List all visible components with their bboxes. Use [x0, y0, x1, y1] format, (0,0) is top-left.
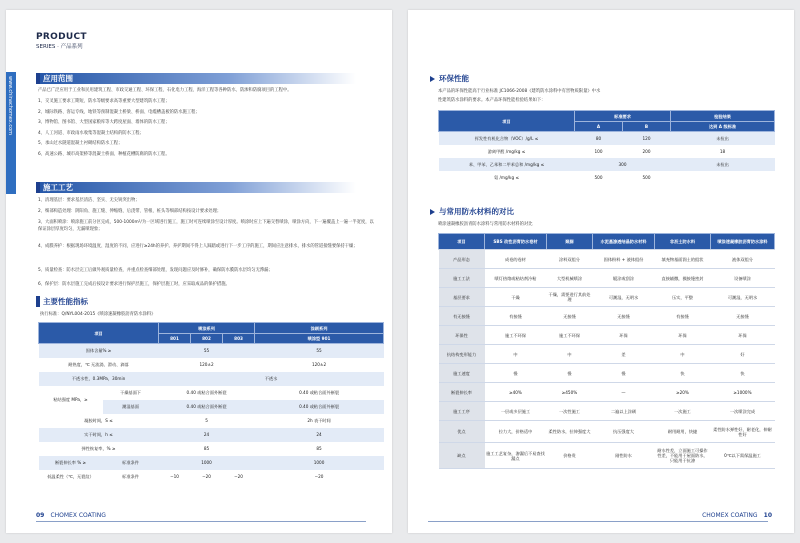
cell: 慢 — [593, 364, 655, 383]
cell: 可潮湿，无明水 — [711, 288, 775, 307]
performance-table — [38, 322, 384, 484]
cell: 断裂伸长率 % ≥ — [39, 456, 103, 470]
cell: 500 — [575, 171, 623, 184]
table-row — [439, 421, 775, 443]
cell: 刚性防水 — [593, 443, 655, 469]
triangle-icon — [430, 76, 435, 82]
header-803: 803 — [223, 334, 255, 344]
list-item: 2、细部构造处理：阴阳角、施工缝、伸缩缝、后浇带、管根、桩头等细部结构按设计要求处理； — [38, 209, 222, 214]
page-number: 09 — [36, 512, 45, 519]
brand-name: CHOMEX COATING — [50, 512, 106, 519]
cell: 施工工序 — [439, 402, 485, 421]
cell: 拉力大，价格适中 — [485, 421, 547, 443]
cell: 好 — [711, 345, 775, 364]
cell — [671, 171, 775, 184]
cell: 0℃以下需保温施工 — [711, 443, 775, 469]
cell: 柔性防水，拉伸强度大 — [547, 421, 593, 443]
cell: 施工速度 — [439, 364, 485, 383]
cell: 一次施工 — [655, 402, 711, 421]
application-section-header — [36, 73, 356, 84]
performance-section-header — [36, 296, 236, 307]
list-item: 3、大面积喷涂：喷涂施工前分区完成，500-1000m²/为一区域进行施工，施工时可连续喷涂至设计厚度。喷涂时应上下遍交替喷涂，喷涂方向，下一遍覆盖上一遍一半宽度，以保证涂层厚度均匀，无漏喷现象； — [38, 220, 374, 232]
cell: 慢 — [547, 364, 593, 383]
table-row — [439, 145, 775, 158]
cell: 有接缝 — [655, 307, 711, 326]
table-row — [39, 442, 384, 456]
cell: 5 — [159, 414, 255, 428]
cell: ≥450% — [547, 383, 593, 402]
brand-name: CHOMEX COATING — [702, 512, 758, 519]
cell: 快 — [711, 364, 775, 383]
header-sbs: SBS 改性沥青防水卷材 — [485, 234, 547, 250]
website-side-tab — [6, 72, 16, 194]
cell: 喷灯热熔或粘结剂冷粘 — [485, 269, 547, 288]
cell: 价格贵 — [547, 443, 593, 469]
product-title: PRODUCT — [36, 32, 87, 42]
header-item: 项目 — [439, 111, 575, 132]
cell: 120±2 — [159, 358, 255, 372]
header-result: 检验结果 — [671, 111, 775, 122]
header-cement: 水泥基渗透结晶防水材料 — [593, 234, 655, 250]
header-standard: 标准要求 — [575, 111, 671, 122]
cell: 苯、甲苯、乙苯和二甲苯总和 /mg/kg ≤ — [439, 158, 575, 171]
cell: 无接缝 — [711, 307, 775, 326]
cell: 潮湿基面 — [103, 400, 159, 414]
cell: 无接缝 — [593, 307, 655, 326]
cell: 环保 — [593, 326, 655, 345]
cell: 55 — [255, 344, 384, 358]
cell: 耐热度，℃ 无流淌、滑动、滴落 — [39, 358, 159, 372]
application-title: 应用范围 — [43, 74, 73, 83]
cell: 一层或多层施工 — [485, 402, 547, 421]
cell: 耐水性差，立面施工可操作性差，不能用于屋面防水，只能用于抗渗 — [655, 443, 711, 469]
env-text-2: 性建筑防水涂料的要求。本产品环保性能检验结果如下： — [438, 98, 546, 103]
cell: −10 — [159, 470, 191, 484]
table-row — [439, 171, 775, 184]
cell: ≥40% — [485, 383, 547, 402]
cell: −20 — [255, 470, 384, 484]
header-901: 喷涂型 901 — [255, 334, 384, 344]
cell: 0.40 或粘合面外断裂 — [255, 400, 384, 414]
cell: 环保性 — [439, 326, 485, 345]
env-section-header — [430, 73, 630, 84]
cell: 液体双组分 — [711, 250, 775, 269]
cell: 未检出 — [671, 158, 775, 171]
product-subtitle: SERIES · 产品系列 — [36, 44, 83, 50]
list-item: 1、交叉施工要求工期短、防水等级要求高等重要大型建筑防水工程； — [38, 99, 170, 104]
triangle-icon — [430, 209, 435, 215]
construction-title: 施工工艺 — [43, 183, 73, 192]
cell: 无接缝 — [547, 307, 593, 326]
cell: 120 — [623, 132, 671, 145]
cell: 55 — [159, 344, 255, 358]
table-row — [39, 428, 384, 442]
section-marker — [36, 182, 40, 193]
cell: 设备喷涂 — [711, 269, 775, 288]
table-row — [39, 386, 384, 400]
cell: 施工不环保 — [547, 326, 593, 345]
cell: 0.40 或粘合面外断裂 — [159, 400, 255, 414]
header-b: B — [623, 122, 671, 132]
cell: 柔性防水弹性好，耐老化，伸耐性好 — [711, 421, 775, 443]
table-row — [39, 358, 384, 372]
header-802: 802 — [191, 334, 223, 344]
header-a: A — [575, 122, 623, 132]
cell: 辊涂或刮涂 — [593, 269, 655, 288]
compare-subtitle: 喷涂速凝橡胶沥青防水涂料与常用防水材料的对比 — [438, 222, 533, 227]
table-row — [39, 344, 384, 358]
cell: 挥发性有机化合物（VOC）/g/L ≤ — [439, 132, 575, 145]
header-item: 项目 — [439, 234, 485, 250]
list-item: 1、清理基层：要求基层清洁、坚实、无尖锐突出物； — [38, 198, 140, 203]
table-row — [439, 402, 775, 421]
cell: 耐用耐用，快捷 — [655, 421, 711, 443]
header-grade: 达到 A 级标准 — [671, 122, 775, 132]
cell: 缺点 — [439, 443, 485, 469]
cell: 有无接缝 — [439, 307, 485, 326]
env-title: 环保性能 — [439, 74, 469, 83]
cell: 抗结构变形能力 — [439, 345, 485, 364]
table-row — [39, 414, 384, 428]
cell: 二遍以上涂刷 — [593, 402, 655, 421]
cell: 实干时间，h ≤ — [39, 428, 159, 442]
cell: 85 — [255, 442, 384, 456]
cell: 1000 — [255, 456, 384, 470]
cell: 快 — [655, 364, 711, 383]
cell: 一次性施工 — [547, 402, 593, 421]
cell: 粘结强度 MPa，≥ — [39, 386, 103, 414]
list-item: 6、高速公路、城市高架桥等混凝土桥面、种植花槽防腐的防水工程。 — [38, 151, 170, 157]
cell: 24 — [255, 428, 384, 442]
table-row — [439, 345, 775, 364]
cell: 施工工艺复杂，渗漏后不易查找漏点 — [485, 443, 547, 469]
cell: 未检出 — [671, 132, 775, 145]
header-polyurea: 聚脲 — [547, 234, 593, 250]
header-bentonite: 非沥土防水料 — [655, 234, 711, 250]
cell: 氨 /mg/kg ≤ — [439, 171, 575, 184]
right-page — [408, 10, 794, 533]
table-row — [39, 456, 384, 470]
cell: 压实，平整 — [655, 288, 711, 307]
section-marker — [36, 73, 40, 84]
cell: 85 — [159, 442, 255, 456]
cell: 断裂伸长率 — [439, 383, 485, 402]
cell: 80 — [575, 132, 623, 145]
cell: 1000 — [159, 456, 255, 470]
standard-text: 执行标准：Q/NYL004-2015《喷涂速凝橡胶沥青防水涂料》 — [40, 312, 156, 317]
cell: 18 — [671, 145, 775, 158]
footer-line — [36, 521, 366, 522]
cell: 低温柔性（℃，无裂纹） — [39, 470, 103, 484]
cell: 环保 — [655, 326, 711, 345]
cell: 施工工法 — [439, 269, 485, 288]
table-row — [39, 372, 384, 386]
cell: 慢 — [485, 364, 547, 383]
page-number: 10 — [763, 512, 772, 519]
header-item: 项目 — [39, 323, 159, 344]
cell: 抗压强度大 — [593, 421, 655, 443]
cell: 标准条件 — [103, 470, 159, 484]
list-item: 2、城际铁路、客运专线、地铁等预制混凝土桥梁、桥面、电缆槽盖板的防水施工程； — [38, 109, 200, 115]
list-item: 5、质量检查：防水层完工后做外观质量检查，并重点检查细部处理，发现问题应及时修补，确保防水膜防水层均匀无滲漏； — [38, 268, 273, 273]
cell: 0.40 或粘合面外断裂 — [159, 386, 255, 400]
list-item: 4、人工河道、市政雨水收集等混凝土结构的防水工程； — [38, 130, 144, 136]
header-801: 801 — [159, 334, 191, 344]
cell: 不透水 — [159, 372, 384, 386]
compare-table — [438, 233, 775, 469]
table-row — [439, 250, 775, 269]
cell: 24 — [159, 428, 255, 442]
table-row — [439, 443, 775, 469]
table-row — [439, 383, 775, 402]
env-text-1: 本产品的环保性能高于行业标准 JC1066-2008《建筑防水涂料中有害物质限量》中水 — [438, 89, 601, 94]
application-intro: 产品已广泛应用于工业和民用建筑工程、市政交通工程、环保工程、石化电力工程、海洋工程等各种防水、防渗和防腐项目的工程中。 — [38, 88, 292, 93]
cell: 游离甲醛 /mg/kg ≤ — [439, 145, 575, 158]
cell: — — [593, 383, 655, 402]
cell: 300 — [575, 158, 671, 171]
footer-left — [36, 512, 106, 519]
cell: 大型机械喷涂 — [547, 269, 593, 288]
table-row — [439, 288, 775, 307]
cell: 中 — [485, 345, 547, 364]
cell: 弹性恢复率，% ≥ — [39, 442, 159, 456]
table-row — [439, 364, 775, 383]
cell: 填充物基面润土的组状 — [655, 250, 711, 269]
cell: 标准条件 — [103, 456, 159, 470]
footer-right — [702, 512, 772, 519]
header-spray-rubber: 喷涂速凝橡胶沥青防水涂料 — [711, 234, 775, 250]
header-brush: 涂刷系列 — [255, 323, 384, 334]
cell: 凝胶时间，S ≤ — [39, 414, 159, 428]
cell: 200 — [623, 145, 671, 158]
construction-section-header — [36, 182, 356, 193]
table-row — [439, 326, 775, 345]
cell: 中 — [655, 345, 711, 364]
table-row — [439, 307, 775, 326]
cell: −20 — [223, 470, 255, 484]
performance-title: 主要性能指标 — [43, 297, 88, 306]
cell: 施工不环保 — [485, 326, 547, 345]
cell: 0.40 或粘合面外断裂 — [255, 386, 384, 400]
compare-title: 与常用防水材料的对比 — [439, 207, 514, 216]
list-item: 5、承山过水隧道混凝土衬砌结构防水工程； — [38, 141, 123, 146]
cell: −20 — [191, 470, 223, 484]
env-table — [438, 110, 775, 184]
left-page — [6, 10, 392, 533]
compare-section-header — [430, 206, 680, 217]
cell: 一次喷涂完成 — [711, 402, 775, 421]
cell: 直接辅撒，摸接缝密封 — [655, 269, 711, 288]
table-row — [39, 470, 384, 484]
cell: ≥1000% — [711, 383, 775, 402]
cell: 2h 表干时间 — [255, 414, 384, 428]
cell: ≥20% — [655, 383, 711, 402]
cell: 产品形态 — [439, 250, 485, 269]
cell: 不透水性，0.3MPa，30min — [39, 372, 159, 386]
list-item: 6、保护层：防水层施工完成后按设计要求进行保护层施工，保护层施工时，应采取成品的保护措施。 — [38, 282, 230, 287]
list-item: 4、成膜养护：根据现场环境温度、湿度的不同，应进行≥24h的养护。养护期间不得上人踩踏或进行下一步工序的施工，期间应注意排水，排水的管道接缝要保持干燥； — [38, 244, 358, 249]
cell: 干燥，需要进行其前处理 — [547, 288, 593, 307]
cell: 500 — [623, 171, 671, 184]
cell: 固体粉料 + 液体组份 — [593, 250, 655, 269]
cell: 优点 — [439, 421, 485, 443]
cell: 环保 — [711, 326, 775, 345]
list-item: 3、博物馆、图书馆、大型国家粮库等大跨度屋面、墙体的防水工程； — [38, 120, 170, 125]
application-list — [38, 97, 200, 160]
header-spray: 喷涂系列 — [159, 323, 255, 334]
cell: 中 — [547, 345, 593, 364]
cell: 120±2 — [255, 358, 384, 372]
cell: 可潮湿，无明水 — [593, 288, 655, 307]
cell: 固体含量% ≥ — [39, 344, 159, 358]
cell: 涂料双组分 — [547, 250, 593, 269]
cell: 差 — [593, 345, 655, 364]
cell: 成卷的卷材 — [485, 250, 547, 269]
table-row — [439, 158, 775, 171]
cell: 干燥 — [485, 288, 547, 307]
product-header — [36, 32, 87, 50]
cell: 有接缝 — [485, 307, 547, 326]
table-row — [439, 132, 775, 145]
section-marker — [36, 296, 40, 307]
website-text: www.chinachomex.com — [7, 76, 13, 136]
footer-line — [428, 521, 768, 522]
cell: 干燥基面下 — [103, 386, 159, 400]
table-row — [439, 269, 775, 288]
cell: 100 — [575, 145, 623, 158]
cell: 基层要求 — [439, 288, 485, 307]
